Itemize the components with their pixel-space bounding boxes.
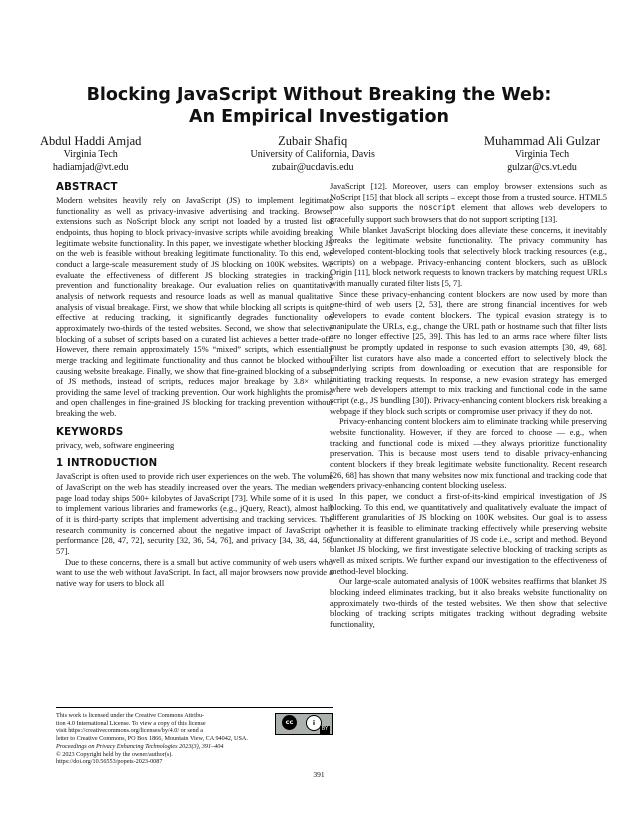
- page-number: 391: [313, 770, 325, 779]
- attribution-icon: i: [306, 715, 322, 731]
- right-paragraph-6: Our large-scale automated analysis of 100K websites reaffirms that blanket JS blocking indeed eliminates tracking, but it also breaks website functionality on approximately two-thirds of the tested websites. We then show that selective blocking of tracking scripts mitigates tracking without degrading website functionality,: [330, 576, 607, 629]
- author-email: hadiamjad@vt.edu: [52, 161, 129, 173]
- code-text: noscript: [418, 203, 456, 213]
- cc-by-license-icon: [275, 713, 333, 735]
- author-1: [40, 134, 141, 174]
- right-paragraph-1: [330, 181, 607, 225]
- right-paragraph-2: While blanket JavaScript blocking does alleviate these concerns, it inevitably breaks the legitimate website functionality. The privacy community has developed content-blocking tools that selectively block tracking resources (e.g., scripts) on a webpage. Privacy-enhancing content blockers, such as uBlock Origin [11], block network requests to known trackers by matching request URLs with manually curated filter lists [5, 7].: [330, 224, 607, 288]
- footnote-line: This work is licensed under the Creative Commons Attribu-: [56, 712, 205, 719]
- paper-title: [0, 84, 638, 128]
- abstract-heading: ABSTRACT: [56, 182, 118, 193]
- license-text: [56, 712, 268, 735]
- author-name: Abdul Haddi Amjad: [40, 134, 142, 148]
- author-2: [251, 134, 375, 174]
- copyright-line: © 2023 Copyright held by the owner/author(s).: [56, 750, 173, 758]
- intro-paragraph-2: Due to these concerns, there is a small but active community of web users who want to use the web without JavaScript. In fact, all major browsers now provide a native way for users to block all: [56, 556, 333, 588]
- keywords-heading: KEYWORDS: [56, 426, 124, 438]
- proceedings-line: Proceedings on Privacy Enhancing Technologies 2023(3), 391–404: [56, 742, 224, 750]
- author-email: zubair@ucdavis.edu: [271, 161, 354, 173]
- author-name: Zubair Shafiq: [278, 134, 348, 148]
- abstract-text: Modern websites heavily rely on JavaScript (JS) to implement legitimate functionality as well as privacy-invasive advertising and tracking. Browser extensions such as NoScript block any script not loaded by a trusted list of endpoints, thus hoping to block privacy-invasive scripts while avoiding breaking legitimate website functionality. In this paper, we investigate whether blocking JS on the web is feasible without breaking legitimate functionality. To this end, we conduct a large-scale measurement study of JS blocking on 100K websites. We evaluate the effectiveness of different JS blocking strategies in tracking prevention and functionality breakage. Our evaluation relies on quantitative analysis of network requests and resource loads as well as manual qualitative analysis of visual breakage. First, we show that while blocking all scripts is quite effective at reducing tracking, it significantly degrades functionality on approximately two-thirds of the tested websites. Second, we show that selective blocking of a subset of scripts based on a curated list achieves a better trade-off. However, there remain approximately 15% “mixed” scripts, which essentially merge tracking and legitimate functionality and thus cannot be blocked without causing website breakage. Finally, we show that fine-grained blocking of a subset of JS methods, instead of scripts, reduces major breakage by 3.8× while providing the same level of tracking prevention. Our work highlights the promise and open challenges in fine-grained JS blocking for tracking prevention without breaking the web.: [56, 195, 333, 419]
- right-paragraph-3: Since these privacy-enhancing content blockers are now used by more than one-third of web users [2, 53], there are strong financial incentives for web developers to evade content blockers. The typical evasion strategy is to manipulate the URLs, e.g., change the URL path or hostname such that filter lists are no longer effective [25, 39]. This has led to an arms race where filter lists must be promptly updated in response to such evasion attempts [30, 49, 68]. Filter list curators have also made a concerted effort to selectively block the underlying scripts from downloading or execution that are responsible for initiating tracking requests. In response, a new evasion strategy has emerged where web developers attempt to mix tracking and functional code in the same script (e.g., JS bundling [30]). Privacy-enhancing content blockers risk breaking a webpage if they block such scripts or compromise user privacy if they do not.: [330, 288, 607, 416]
- right-paragraph-5: In this paper, we conduct a first-of-its-kind empirical investigation of JS blocking. To this end, we quantitatively and qualitatively evaluate the impact of different granularities of JS blocking on 100K websites. Our goal is to assess whether it is feasible to eliminate tracking effectively while preserving website functionality at different granularities of JS code i.e., script and method. Beyond blanket JS blocking, we first investigate selective blocking of tracking scripts as well as mixed scripts. We further expand our investigation to the effectiveness of method-level blocking.: [330, 491, 607, 576]
- by-label: BY: [321, 726, 328, 733]
- title-line-2: An Empirical Investigation: [189, 107, 449, 127]
- text-run: JavaScript [12]. Moreover, users can employ browser extensions such as NoScript [15] that block all scripts – except those from a trusted source. HTML5 now also supports the: [330, 181, 607, 213]
- left-column: [56, 181, 333, 589]
- text-run: element that allows web developers to gracefully support such browsers that do not support scripting [13].: [330, 202, 607, 224]
- author-name: Muhammad Ali Gulzar: [484, 134, 600, 148]
- footnote-line: letter to Creative Commons, PO Box 1866, Mountain View, CA 94042, USA.: [56, 735, 248, 743]
- author-affiliation: University of California, Davis: [250, 149, 375, 160]
- footnote-line: visit https://creativecommons.org/licenses/by/4.0/ or send a: [56, 727, 203, 735]
- author-affiliation: Virginia Tech: [514, 149, 570, 160]
- introduction-heading: 1 INTRODUCTION: [56, 458, 158, 470]
- right-paragraph-4: Privacy-enhancing content blockers aim to eliminate tracking while preserving website functionality. However, if they are forced to choose — e.g., when tracking and functional code is mixed —they always prioritize functionality preservation. This is because most users tend to disable privacy-enhancing content blockers if they break legitimate website functionality. Recent research [26, 68] has shown that many websites now mix functional and tracking code that renders privacy-enhancing content blocking useless.: [330, 416, 607, 491]
- cc-icon: cc: [282, 715, 297, 730]
- author-3: [484, 134, 600, 174]
- doi-link[interactable]: https://doi.org/10.56553/popets-2023-0087: [56, 758, 163, 766]
- footnote-line: tion 4.0 International License. To view a copy of this license: [56, 719, 206, 727]
- author-block: [40, 134, 600, 174]
- right-column: [330, 181, 607, 630]
- author-email: gulzar@cs.vt.edu: [507, 161, 577, 173]
- intro-paragraph-1: JavaScript is often used to provide rich user experiences on the web. The volume of JavaScript on the web has steadily increased over the years. The median web page load today ships 500+ kilobytes of JavaScript [73]. While some of it is used to implement various libraries and frameworks (e.g., jQuery, React), almost half of it is third-party scripts that implement advertising and tracking services. The research community is concerned about the negative impact of JavaScript on performance [28, 47, 72], security [32, 36, 54, 76], and privacy [34, 38, 44, 56, 57].: [56, 471, 333, 557]
- keywords-text: privacy, web, software engineering: [56, 439, 175, 450]
- license-footnote: [56, 707, 333, 766]
- author-affiliation: Virginia Tech: [63, 149, 118, 160]
- title-line-1: Blocking JavaScript Without Breaking the Web:: [86, 85, 552, 105]
